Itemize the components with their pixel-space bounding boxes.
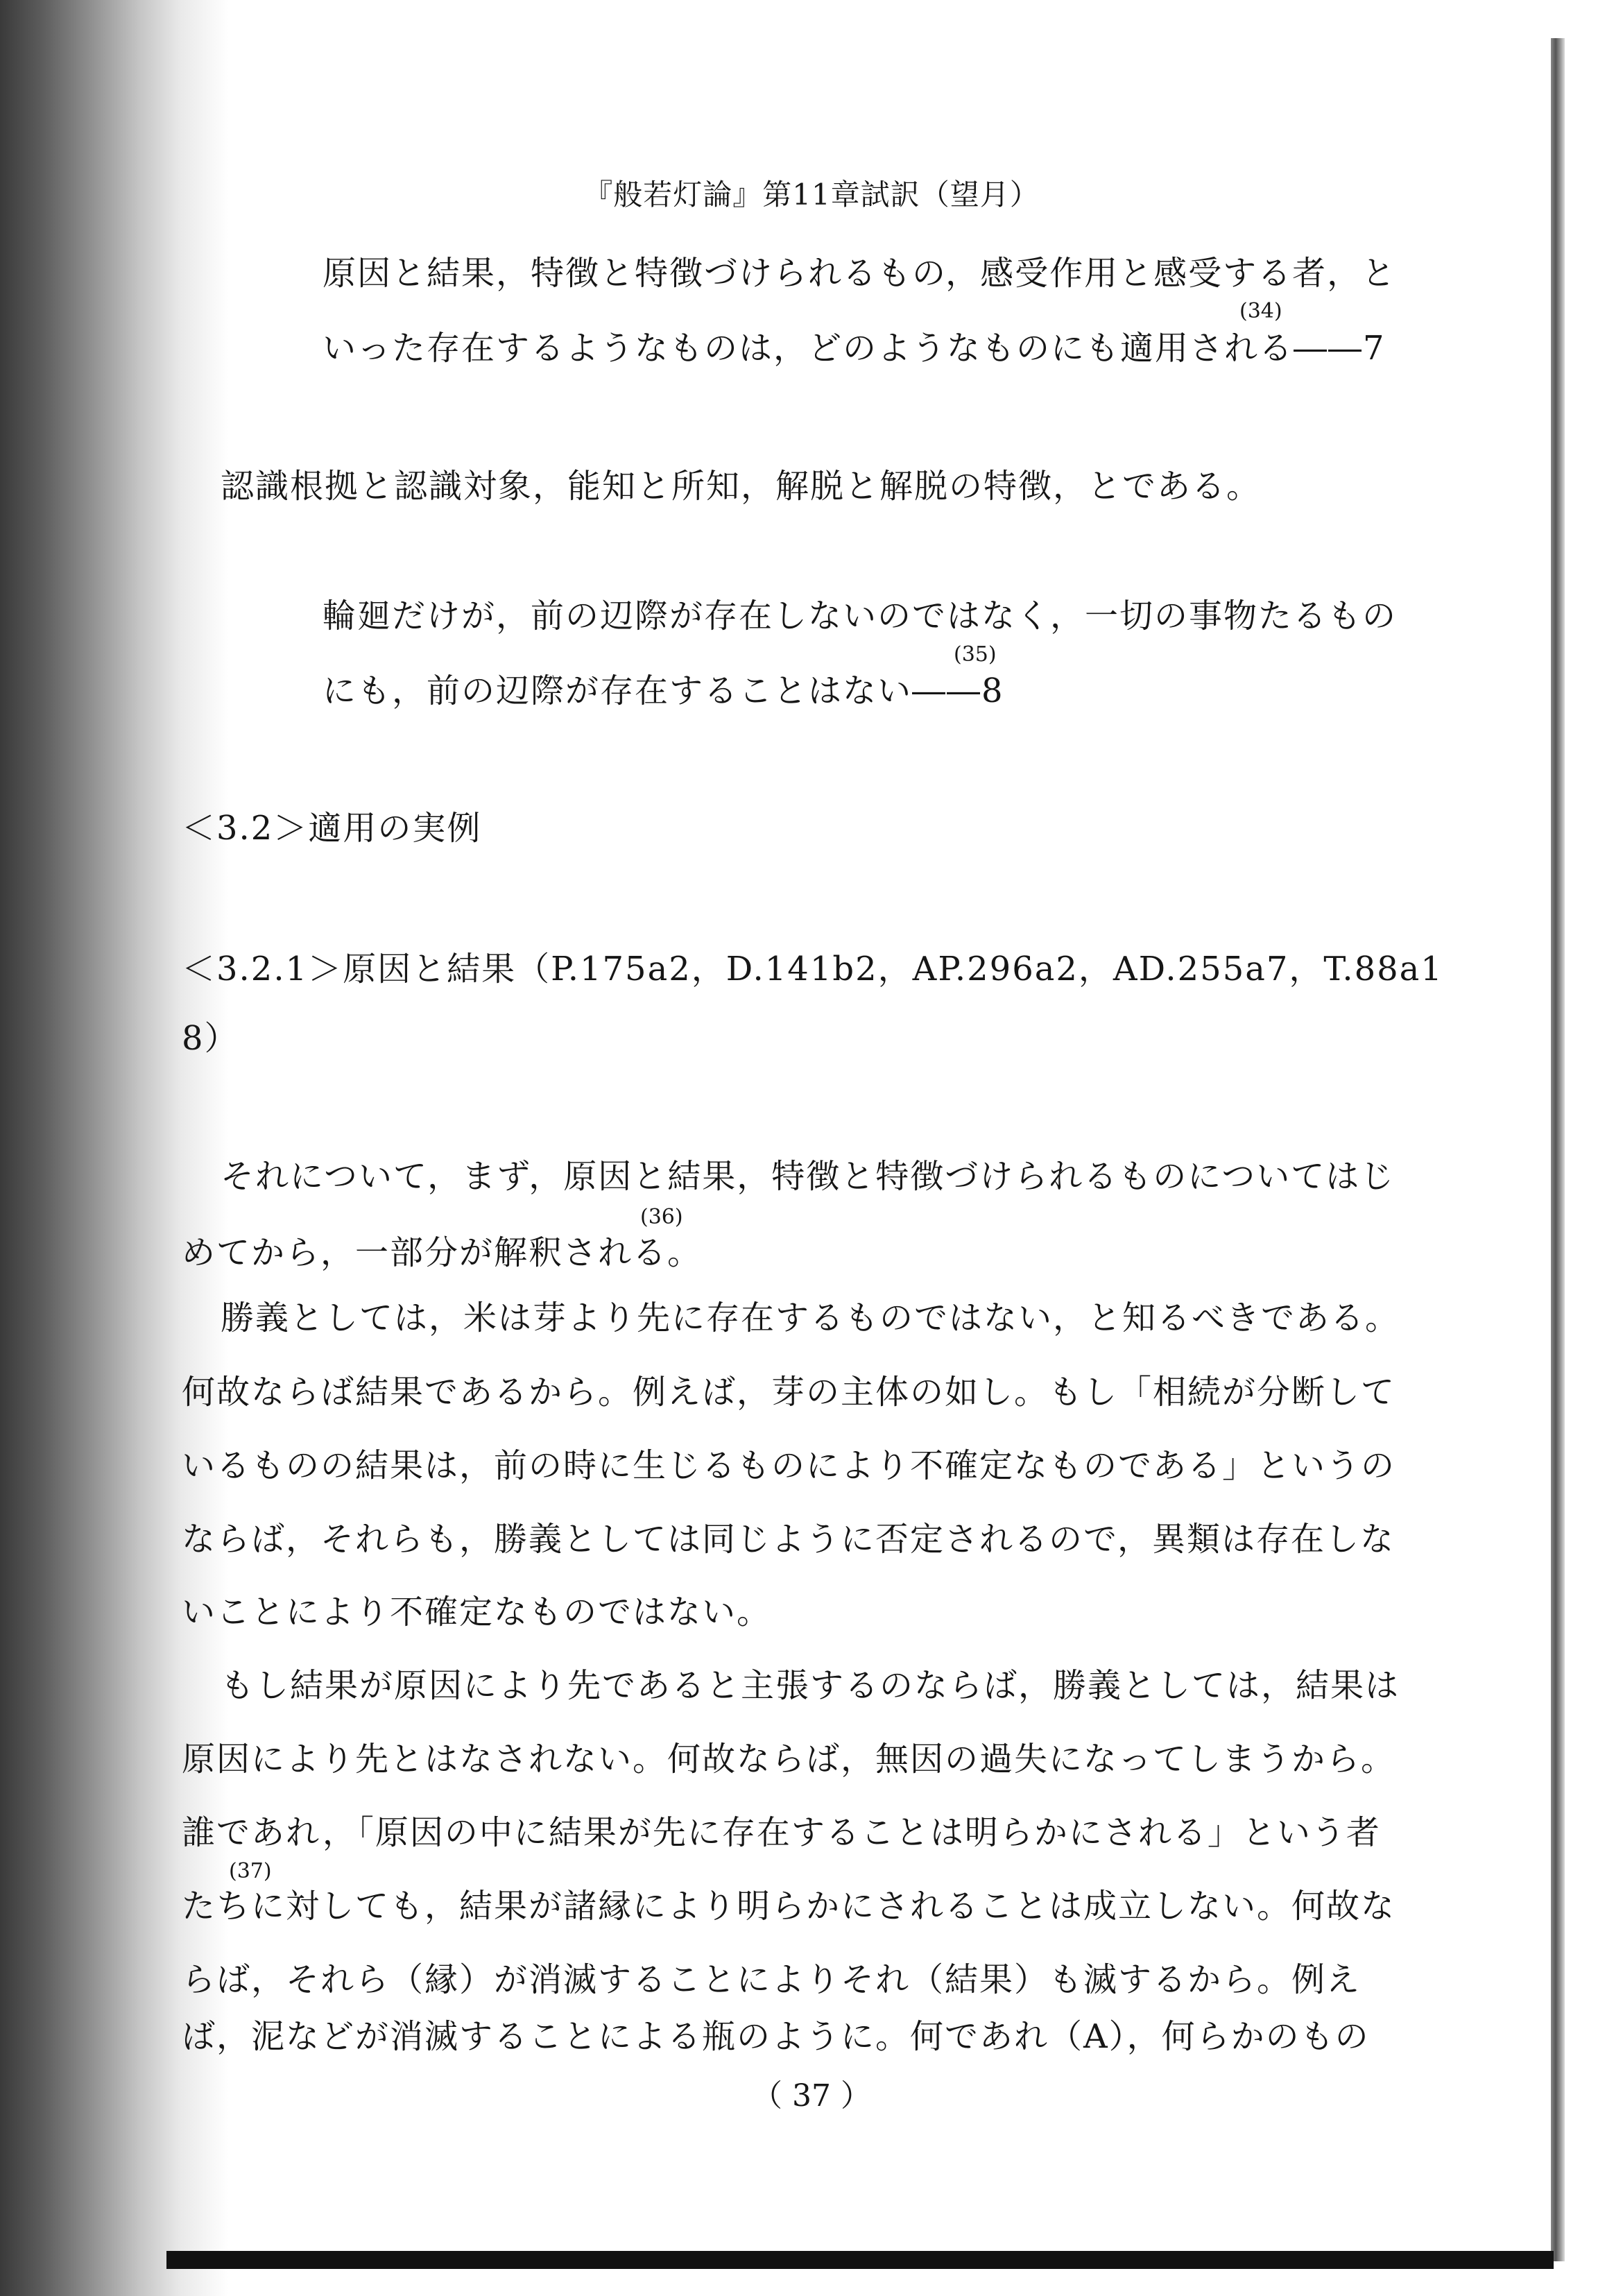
scan-spine-shadow [0, 0, 229, 2296]
verse7-line1: 原因と結果，特徴と特徴づけられるもの，感受作用と感受する者，と [323, 254, 1397, 293]
body-line-10: 誰であれ，「原因の中に結果が先に存在することは明らかにされる」という者 [182, 1813, 1381, 1852]
section-heading-3-2-1-line2: 8） [182, 1019, 239, 1058]
verse8-line2: にも，前の辺際が存在することはない――8 [323, 671, 1004, 710]
body-line-4: 何故ならば結果であるから。例えば，芽の主体の如し。もし「相続が分断して [182, 1373, 1396, 1412]
body-line-11: たちに対しても，結果が諸縁により明らかにされることは成立しない。何故な [182, 1887, 1396, 1926]
body-line-9: 原因により先とはなされない。何故ならば，無因の過失になってしまうから。 [182, 1740, 1396, 1779]
body-line-7: いことにより不確定なものではない。 [182, 1593, 772, 1631]
enumeration-line: 認識根拠と認識対象，能知と所知，解脱と解脱の特徴，とである。 [221, 467, 1262, 506]
running-head: 『般若灯論』第11章試訳（望月） [583, 178, 1040, 212]
footnote-ref-37: (37) [229, 1859, 272, 1883]
body-line-3: 勝義としては，米は芽より先に存在するものではない，と知るべきである。 [221, 1299, 1400, 1337]
scan-right-edge [1551, 38, 1565, 2261]
body-line-12: らば，それら（縁）が消滅することによりそれ（結果）も滅するから。例え [182, 1960, 1362, 1999]
verse7-line2: いった存在するようなものは，どのようなものにも適用される――7 [323, 329, 1386, 368]
footnote-ref-36: (36) [640, 1205, 683, 1229]
footnote-ref-34: (34) [1239, 299, 1282, 323]
body-line-8: もし結果が原因により先であると主張するのならば，勝義としては，結果は [221, 1666, 1400, 1705]
body-line-1: それについて，まず，原因と結果，特徴と特徴づけられるものについてはじ [221, 1157, 1396, 1196]
body-line-6: ならば，それらも，勝義としては同じように否定されるので，異類は存在しな [182, 1520, 1396, 1559]
body-line-13: ば，泥などが消滅することによる瓶のように。何であれ（A），何らかのもの [182, 2017, 1370, 2056]
scan-bottom-bar [166, 2251, 1554, 2269]
section-heading-3-2-1-line1: ＜3.2.1＞原因と結果（P.175a2，D.141b2，AP.296a2，AD.255a7，T.88a1 [182, 950, 1443, 988]
body-line-5: いるものの結果は，前の時に生じるものにより不確定なものである」というの [182, 1446, 1396, 1485]
section-heading-3-2: ＜3.2＞適用の実例 [182, 809, 482, 848]
footnote-ref-35: (35) [954, 642, 997, 667]
page-number: （ 37 ） [752, 2078, 871, 2114]
body-line-2: めてから，一部分が解釈される。 [182, 1233, 703, 1272]
verse8-line1: 輪廻だけが，前の辺際が存在しないのではなく，一切の事物たるもの [323, 597, 1398, 635]
